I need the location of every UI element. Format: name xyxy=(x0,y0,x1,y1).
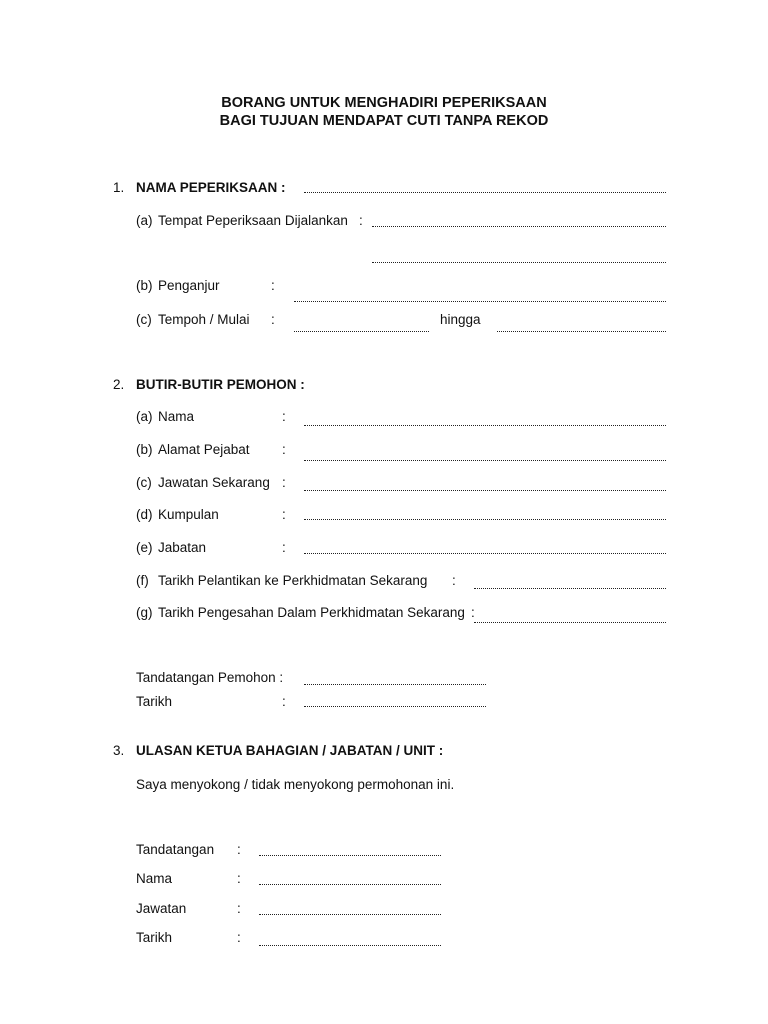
section-1-number: 1. xyxy=(113,180,125,195)
duration-start-field[interactable] xyxy=(294,331,429,332)
item-2c-letter: (c) xyxy=(136,475,152,490)
confirmation-date-label: Tarikh Pengesahan Dalam Perkhidmatan Sekarang xyxy=(158,605,465,620)
support-statement: Saya menyokong / tidak menyokong permohonan ini. xyxy=(136,777,455,792)
head-name-colon: : xyxy=(237,871,241,886)
exam-venue-colon: : xyxy=(359,213,363,228)
item-1c-letter: (c) xyxy=(136,312,152,327)
head-date-colon: : xyxy=(237,930,241,945)
duration-colon: : xyxy=(271,312,275,327)
organizer-colon: : xyxy=(271,278,275,293)
head-signature-label: Tandatangan xyxy=(136,842,215,857)
current-position-colon: : xyxy=(282,475,286,490)
organizer-field[interactable] xyxy=(294,301,666,302)
applicant-signature-field[interactable] xyxy=(304,684,486,685)
office-address-label: Alamat Pejabat xyxy=(158,442,250,457)
head-position-field[interactable] xyxy=(259,914,441,915)
applicant-name-field[interactable] xyxy=(304,425,666,426)
applicant-name-label: Nama xyxy=(158,409,195,424)
exam-venue-field-line-1[interactable] xyxy=(372,226,666,227)
applicant-name-colon: : xyxy=(282,409,286,424)
head-signature-colon: : xyxy=(237,842,241,857)
item-2a-letter: (a) xyxy=(136,409,153,424)
head-position-label: Jawatan xyxy=(136,901,187,916)
item-2b-letter: (b) xyxy=(136,442,153,457)
applicant-date-colon: : xyxy=(282,694,286,709)
department-colon: : xyxy=(282,540,286,555)
applicant-signature-label: Tandatangan Pemohon : xyxy=(136,670,284,685)
exam-venue-label: Tempat Peperiksaan Dijalankan xyxy=(158,213,348,228)
head-signature-field[interactable] xyxy=(259,855,441,856)
duration-end-field[interactable] xyxy=(497,331,666,332)
section-3-number: 3. xyxy=(113,743,125,758)
duration-until-label: hingga xyxy=(440,312,481,327)
item-2e-letter: (e) xyxy=(136,540,153,555)
section-2-heading: BUTIR-BUTIR PEMOHON : xyxy=(136,377,305,392)
applicant-date-field[interactable] xyxy=(304,706,486,707)
group-field[interactable] xyxy=(304,519,666,520)
appointment-date-field[interactable] xyxy=(474,588,666,589)
confirmation-date-colon: : xyxy=(471,605,475,620)
exam-name-field[interactable] xyxy=(304,192,666,193)
applicant-date-label: Tarikh xyxy=(136,694,173,709)
item-2d-letter: (d) xyxy=(136,507,153,522)
appointment-date-label: Tarikh Pelantikan ke Perkhidmatan Sekarang xyxy=(158,573,428,588)
item-1b-letter: (b) xyxy=(136,278,153,293)
duration-label: Tempoh / Mulai xyxy=(158,312,250,327)
department-label: Jabatan xyxy=(158,540,207,555)
section-1-heading: NAMA PEPERIKSAAN : xyxy=(136,180,286,195)
head-date-field[interactable] xyxy=(259,945,441,946)
current-position-label: Jawatan Sekarang xyxy=(158,475,270,490)
head-name-label: Nama xyxy=(136,871,173,886)
group-label: Kumpulan xyxy=(158,507,219,522)
item-2g-letter: (g) xyxy=(136,605,153,620)
confirmation-date-field[interactable] xyxy=(474,622,666,623)
item-1a-letter: (a) xyxy=(136,213,153,228)
head-name-field[interactable] xyxy=(259,884,441,885)
appointment-date-colon: : xyxy=(452,573,456,588)
section-3-heading: ULASAN KETUA BAHAGIAN / JABATAN / UNIT : xyxy=(136,743,444,758)
organizer-label: Penganjur xyxy=(158,278,220,293)
exam-venue-field-line-2[interactable] xyxy=(372,262,666,263)
department-field[interactable] xyxy=(304,553,666,554)
item-2f-letter: (f) xyxy=(136,573,149,588)
form-title-line-1: BORANG UNTUK MENGHADIRI PEPERIKSAAN xyxy=(221,95,547,111)
section-2-number: 2. xyxy=(113,377,125,392)
current-position-field[interactable] xyxy=(304,490,666,491)
group-colon: : xyxy=(282,507,286,522)
office-address-colon: : xyxy=(282,442,286,457)
head-date-label: Tarikh xyxy=(136,930,173,945)
form-title-line-2: BAGI TUJUAN MENDAPAT CUTI TANPA REKOD xyxy=(219,113,549,129)
head-position-colon: : xyxy=(237,901,241,916)
office-address-field[interactable] xyxy=(304,460,666,461)
